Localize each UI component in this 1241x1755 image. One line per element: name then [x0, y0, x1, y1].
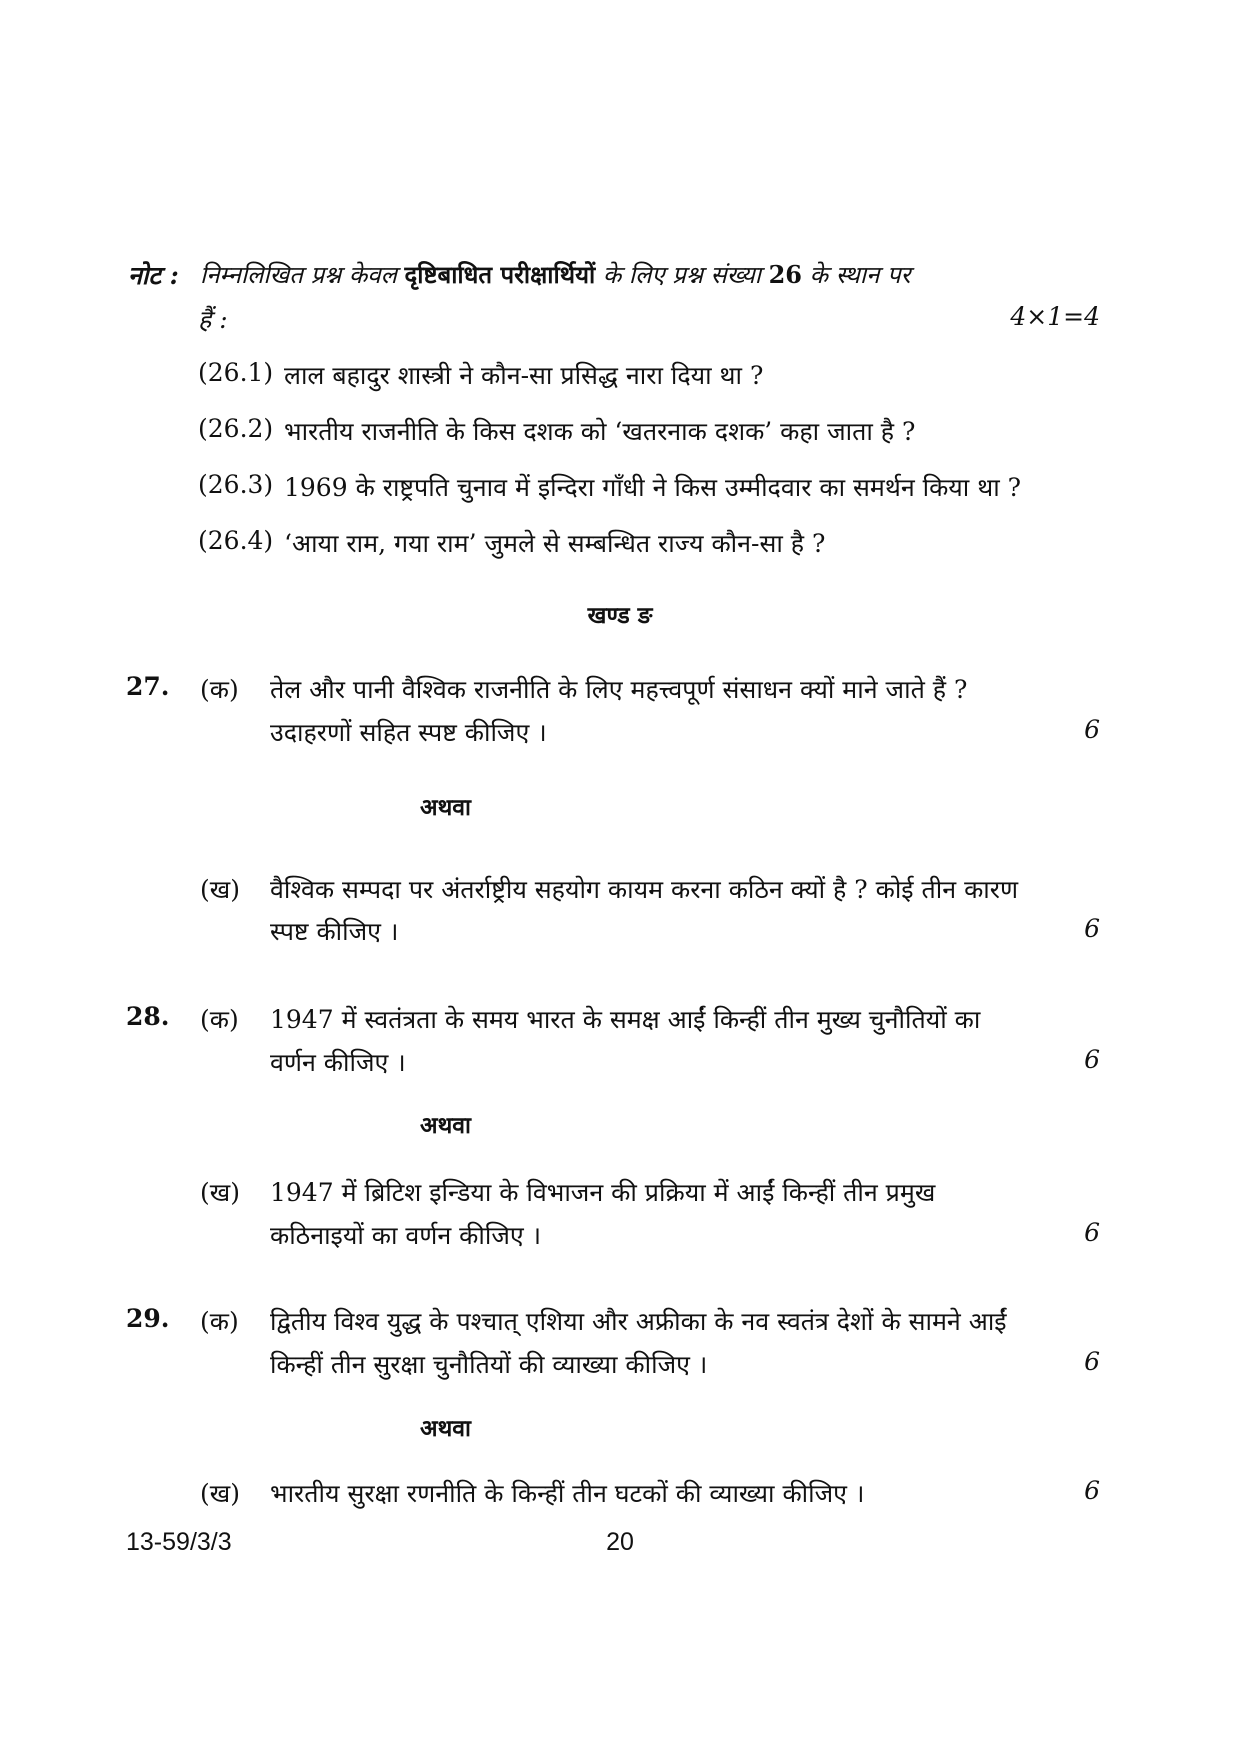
- note-label: नोट :: [128, 261, 179, 290]
- option-label: (ख): [200, 1479, 240, 1508]
- note-marks: 4×1=4: [1010, 302, 1100, 331]
- question-marks: 6: [1084, 1347, 1100, 1376]
- note-text-start: निम्नलिखित प्रश्न केवल: [200, 261, 405, 289]
- note-bold-text: दृष्टिबाधित परीक्षार्थियों: [404, 260, 596, 289]
- sub-question-number: (26.1): [198, 358, 274, 387]
- question-text: 1947 में स्वतंत्रता के समय भारत के समक्ष आईं किन्हीं तीन मुख्य चुनौतियों का: [270, 1005, 981, 1034]
- note-text-end: के स्थान पर: [802, 261, 911, 289]
- note-continuation: हैं :: [198, 305, 228, 334]
- option-label: (क): [200, 1005, 239, 1034]
- sub-question-text: ‘आया राम, गया राम’ जुमले से सम्बन्धित राज्य कौन-सा है ?: [284, 529, 826, 558]
- sub-question-number: (26.3): [198, 470, 274, 499]
- or-label: अथवा: [420, 794, 472, 821]
- sub-question-number: (26.4): [198, 526, 274, 555]
- section-title: खण्ड ङ: [587, 602, 653, 629]
- sub-question-number: (26.2): [198, 414, 274, 443]
- question-text: 1947 में ब्रिटिश इन्डिया के विभाजन की प्रक्रिया में आईं किन्हीं तीन प्रमुख: [270, 1178, 936, 1207]
- option-label: (क): [200, 675, 239, 704]
- sub-question-text: 1969 के राष्ट्रपति चुनाव में इन्दिरा गाँधी ने किस उम्मीदवार का समर्थन किया था ?: [284, 473, 1022, 502]
- sub-question-text: लाल बहादुर शास्त्री ने कौन-सा प्रसिद्ध नारा दिया था ?: [284, 361, 764, 390]
- question-marks: 6: [1084, 1476, 1100, 1505]
- paper-code: 13-59/3/3: [126, 1528, 232, 1556]
- note-text-middle: के लिए प्रश्न संख्या: [595, 261, 769, 289]
- question-text: द्वितीय विश्व युद्ध के पश्चात् एशिया और अफ्रीका के नव स्वतंत्र देशों के सामने आईं: [270, 1307, 1007, 1336]
- question-text: वर्णन कीजिए ।: [270, 1048, 406, 1077]
- question-marks: 6: [1084, 914, 1100, 943]
- or-label: अथवा: [420, 1112, 472, 1139]
- question-text: वैश्विक सम्पदा पर अंतर्राष्ट्रीय सहयोग कायम करना कठिन क्यों है ? कोई तीन कारण: [270, 875, 1019, 904]
- question-text: तेल और पानी वैश्विक राजनीति के लिए महत्त्वपूर्ण संसाधन क्यों माने जाते हैं ?: [270, 675, 968, 704]
- question-text: स्पष्ट कीजिए ।: [270, 917, 399, 946]
- question-marks: 6: [1084, 715, 1100, 744]
- or-label: अथवा: [420, 1415, 472, 1442]
- note-text: [200, 258, 1060, 291]
- question-text: कठिनाइयों का वर्णन कीजिए ।: [270, 1221, 542, 1250]
- question-text: उदाहरणों सहित स्पष्ट कीजिए ।: [270, 718, 547, 747]
- question-number: 28.: [126, 1002, 170, 1031]
- option-label: (ख): [200, 1178, 240, 1207]
- sub-question-text: भारतीय राजनीति के किस दशक को ‘खतरनाक दशक’ कहा जाता है ?: [284, 417, 916, 446]
- question-number: 27.: [126, 672, 170, 701]
- question-text: भारतीय सुरक्षा रणनीति के किन्हीं तीन घटकों की व्याख्या कीजिए ।: [270, 1479, 865, 1508]
- question-marks: 6: [1084, 1045, 1100, 1074]
- note-question-number: 26: [768, 260, 802, 289]
- option-label: (ख): [200, 875, 240, 904]
- option-label: (क): [200, 1307, 239, 1336]
- question-text: किन्हीं तीन सुरक्षा चुनौतियों की व्याख्या कीजिए ।: [270, 1350, 708, 1379]
- question-number: 29.: [126, 1304, 170, 1333]
- question-marks: 6: [1084, 1218, 1100, 1247]
- page-number: 20: [606, 1528, 634, 1556]
